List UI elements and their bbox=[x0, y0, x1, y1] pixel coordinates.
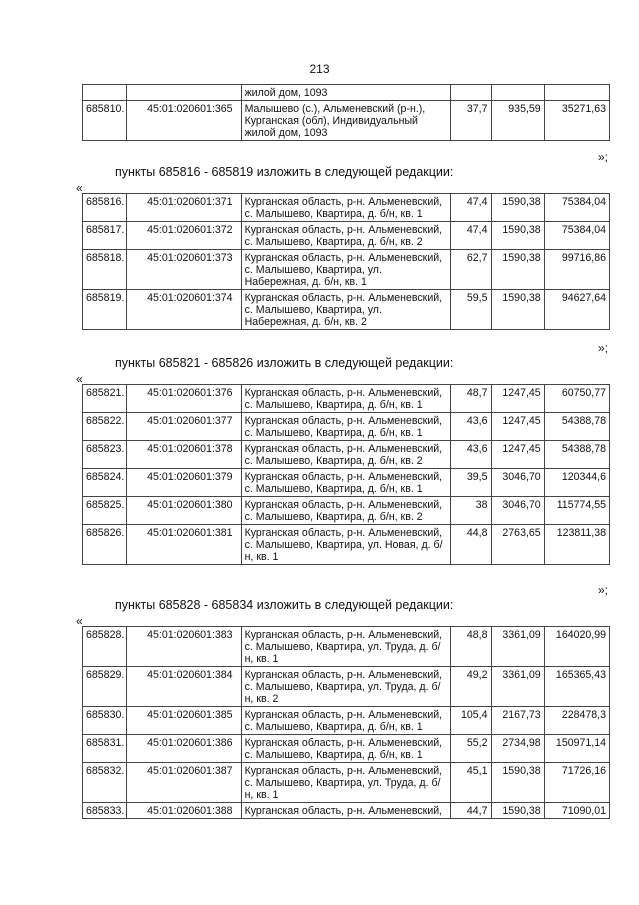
cell-address: Курганская область, р-н. Альменевский, с. Малышево, Квартира, д. б/н, кв. 2 bbox=[241, 441, 451, 469]
section-heading: пункты 685821 - 685826 изложить в следующей редакции: bbox=[115, 356, 454, 370]
table-row bbox=[83, 497, 610, 525]
table-row bbox=[83, 469, 610, 497]
cell-price: 1247,45 bbox=[491, 441, 544, 469]
cell-cadastral: 45:01:020601:383 bbox=[127, 627, 241, 667]
close-quote: »; bbox=[598, 341, 609, 355]
cell-total: 115774,55 bbox=[544, 497, 609, 525]
table-row bbox=[83, 101, 610, 141]
cell-cadastral: 45:01:020601:384 bbox=[127, 667, 241, 707]
cell-cadastral: 45:01:020601:387 bbox=[127, 763, 241, 803]
cell-price bbox=[491, 85, 544, 101]
page-number: 213 bbox=[309, 62, 330, 76]
cell-price: 935,59 bbox=[491, 101, 544, 141]
table-row bbox=[83, 735, 610, 763]
section-heading: пункты 685816 - 685819 изложить в следующей редакции: bbox=[115, 165, 454, 179]
cell-price: 1590,38 bbox=[491, 194, 544, 222]
cell-num: 685818. bbox=[83, 250, 127, 290]
cell-total: 165365,43 bbox=[544, 667, 609, 707]
cell-price: 1590,38 bbox=[491, 222, 544, 250]
cell-price: 1247,45 bbox=[491, 413, 544, 441]
cell-total: 71726,16 bbox=[544, 763, 609, 803]
cell-price: 1590,38 bbox=[491, 803, 544, 819]
cell-price: 3046,70 bbox=[491, 497, 544, 525]
cell-num bbox=[83, 85, 127, 101]
cell-total: 35271,63 bbox=[544, 101, 609, 141]
cell-num: 685821. bbox=[83, 385, 127, 413]
cell-price: 1590,38 bbox=[491, 290, 544, 330]
cell-cadastral: 45:01:020601:376 bbox=[127, 385, 241, 413]
cell-price: 1590,38 bbox=[491, 763, 544, 803]
cell-cadastral: 45:01:020601:378 bbox=[127, 441, 241, 469]
cell-num: 685810. bbox=[83, 101, 127, 141]
cell-total: 60750,77 bbox=[544, 385, 609, 413]
cell-price: 1247,45 bbox=[491, 385, 544, 413]
cell-area: 59,5 bbox=[451, 290, 491, 330]
cell-price: 2763,65 bbox=[491, 525, 544, 565]
table-row bbox=[83, 85, 610, 101]
table-row bbox=[83, 290, 610, 330]
cell-area: 49,2 bbox=[451, 667, 491, 707]
cell-total: 99716,86 bbox=[544, 250, 609, 290]
cell-address: Курганская область, р-н. Альменевский, с. Малышево, Квартира, д. б/н, кв. 1 bbox=[241, 194, 451, 222]
section-table bbox=[82, 193, 610, 330]
top-table bbox=[82, 84, 610, 141]
cell-area: 43,6 bbox=[451, 441, 491, 469]
cell-address: Курганская область, р-н. Альменевский, с. Малышево, Квартира, ул. Труда, д. б/н, кв. 2 bbox=[241, 667, 451, 707]
cell-price: 1590,38 bbox=[491, 250, 544, 290]
close-quote: »; bbox=[598, 583, 609, 597]
table-row bbox=[83, 385, 610, 413]
cell-num: 685816. bbox=[83, 194, 127, 222]
table-row bbox=[83, 667, 610, 707]
cell-total: 54388,78 bbox=[544, 441, 609, 469]
cell-area: 43,6 bbox=[451, 413, 491, 441]
cell-address: Малышево (с.), Альменевский (р-н.), Курганская (обл), Индивидуальный жилой дом, 1093 bbox=[241, 101, 451, 141]
cell-cadastral: 45:01:020601:381 bbox=[127, 525, 241, 565]
cell-num: 685828. bbox=[83, 627, 127, 667]
table-row bbox=[83, 627, 610, 667]
cell-address: Курганская область, р-н. Альменевский, с. Малышево, Квартира, д. б/н, кв. 2 bbox=[241, 222, 451, 250]
cell-area: 105,4 bbox=[451, 707, 491, 735]
cell-cadastral: 45:01:020601:372 bbox=[127, 222, 241, 250]
cell-address: Курганская область, р-н. Альменевский, с. Малышево, Квартира, д. б/н, кв. 2 bbox=[241, 497, 451, 525]
cell-area: 38 bbox=[451, 497, 491, 525]
cell-area: 39,5 bbox=[451, 469, 491, 497]
cell-cadastral: 45:01:020601:371 bbox=[127, 194, 241, 222]
cell-area: 55,2 bbox=[451, 735, 491, 763]
cell-total: 120344,6 bbox=[544, 469, 609, 497]
cell-address: Курганская область, р-н. Альменевский, bbox=[241, 803, 451, 819]
cell-cadastral: 45:01:020601:379 bbox=[127, 469, 241, 497]
cell-area: 48,8 bbox=[451, 627, 491, 667]
cell-address: Курганская область, р-н. Альменевский, с. Малышево, Квартира, ул. Набережная, д. б/н, кв. 1 bbox=[241, 250, 451, 290]
cell-cadastral: 45:01:020601:385 bbox=[127, 707, 241, 735]
cell-num: 685830. bbox=[83, 707, 127, 735]
section-table bbox=[82, 626, 610, 819]
cell-cadastral: 45:01:020601:386 bbox=[127, 735, 241, 763]
cell-num: 685826. bbox=[83, 525, 127, 565]
cell-cadastral: 45:01:020601:374 bbox=[127, 290, 241, 330]
table-row bbox=[83, 707, 610, 735]
cell-num: 685822. bbox=[83, 413, 127, 441]
table-row bbox=[83, 763, 610, 803]
cell-address: Курганская область, р-н. Альменевский, с. Малышево, Квартира, д. б/н, кв. 1 bbox=[241, 469, 451, 497]
table-row bbox=[83, 413, 610, 441]
cell-total: 228478,3 bbox=[544, 707, 609, 735]
cell-area bbox=[451, 85, 491, 101]
section-heading: пункты 685828 - 685834 изложить в следующей редакции: bbox=[115, 598, 454, 612]
cell-price: 3046,70 bbox=[491, 469, 544, 497]
cell-total: 54388,78 bbox=[544, 413, 609, 441]
cell-address: Курганская область, р-н. Альменевский, с. Малышево, Квартира, ул. Набережная, д. б/н, кв. 2 bbox=[241, 290, 451, 330]
cell-cadastral: 45:01:020601:365 bbox=[127, 101, 241, 141]
cell-price: 2734,98 bbox=[491, 735, 544, 763]
cell-cadastral: 45:01:020601:380 bbox=[127, 497, 241, 525]
cell-num: 685833. bbox=[83, 803, 127, 819]
cell-address: Курганская область, р-н. Альменевский, с. Малышево, Квартира, д. б/н, кв. 1 bbox=[241, 385, 451, 413]
cell-total bbox=[544, 85, 609, 101]
cell-num: 685825. bbox=[83, 497, 127, 525]
cell-price: 3361,09 bbox=[491, 667, 544, 707]
cell-area: 47,4 bbox=[451, 222, 491, 250]
cell-cadastral bbox=[127, 85, 241, 101]
cell-area: 48,7 bbox=[451, 385, 491, 413]
cell-area: 47,4 bbox=[451, 194, 491, 222]
cell-total: 71090,01 bbox=[544, 803, 609, 819]
section-table bbox=[82, 384, 610, 565]
cell-total: 150971,14 bbox=[544, 735, 609, 763]
cell-num: 685824. bbox=[83, 469, 127, 497]
cell-total: 94627,64 bbox=[544, 290, 609, 330]
cell-cadastral: 45:01:020601:377 bbox=[127, 413, 241, 441]
cell-total: 164020,99 bbox=[544, 627, 609, 667]
cell-address: жилой дом, 1093 bbox=[241, 85, 451, 101]
cell-address: Курганская область, р-н. Альменевский, с. Малышево, Квартира, ул. Новая, д. б/н, кв. 1 bbox=[241, 525, 451, 565]
cell-cadastral: 45:01:020601:388 bbox=[127, 803, 241, 819]
cell-area: 45,1 bbox=[451, 763, 491, 803]
cell-price: 2167,73 bbox=[491, 707, 544, 735]
table-row bbox=[83, 194, 610, 222]
cell-total: 75384,04 bbox=[544, 194, 609, 222]
cell-price: 3361,09 bbox=[491, 627, 544, 667]
open-quote: « bbox=[76, 372, 83, 386]
cell-address: Курганская область, р-н. Альменевский, с. Малышево, Квартира, д. б/н, кв. 1 bbox=[241, 707, 451, 735]
cell-num: 685829. bbox=[83, 667, 127, 707]
cell-num: 685832. bbox=[83, 763, 127, 803]
cell-area: 44,8 bbox=[451, 525, 491, 565]
cell-address: Курганская область, р-н. Альменевский, с. Малышево, Квартира, д. б/н, кв. 1 bbox=[241, 413, 451, 441]
cell-address: Курганская область, р-н. Альменевский, с. Малышево, Квартира, ул. Труда, д. б/н, кв. 1 bbox=[241, 763, 451, 803]
open-quote: « bbox=[76, 181, 83, 195]
cell-num: 685819. bbox=[83, 290, 127, 330]
cell-total: 75384,04 bbox=[544, 222, 609, 250]
table-row bbox=[83, 222, 610, 250]
cell-area: 44,7 bbox=[451, 803, 491, 819]
table-row bbox=[83, 525, 610, 565]
cell-num: 685831. bbox=[83, 735, 127, 763]
open-quote: « bbox=[76, 614, 83, 628]
cell-total: 123811,38 bbox=[544, 525, 609, 565]
close-quote: »; bbox=[598, 150, 609, 164]
cell-area: 62,7 bbox=[451, 250, 491, 290]
cell-cadastral: 45:01:020601:373 bbox=[127, 250, 241, 290]
cell-area: 37,7 bbox=[451, 101, 491, 141]
cell-num: 685817. bbox=[83, 222, 127, 250]
table-row bbox=[83, 250, 610, 290]
table-row bbox=[83, 803, 610, 819]
table-row bbox=[83, 441, 610, 469]
cell-address: Курганская область, р-н. Альменевский, с. Малышево, Квартира, ул. Труда, д. б/н, кв. 1 bbox=[241, 627, 451, 667]
cell-num: 685823. bbox=[83, 441, 127, 469]
cell-address: Курганская область, р-н. Альменевский, с. Малышево, Квартира, д. б/н, кв. 1 bbox=[241, 735, 451, 763]
